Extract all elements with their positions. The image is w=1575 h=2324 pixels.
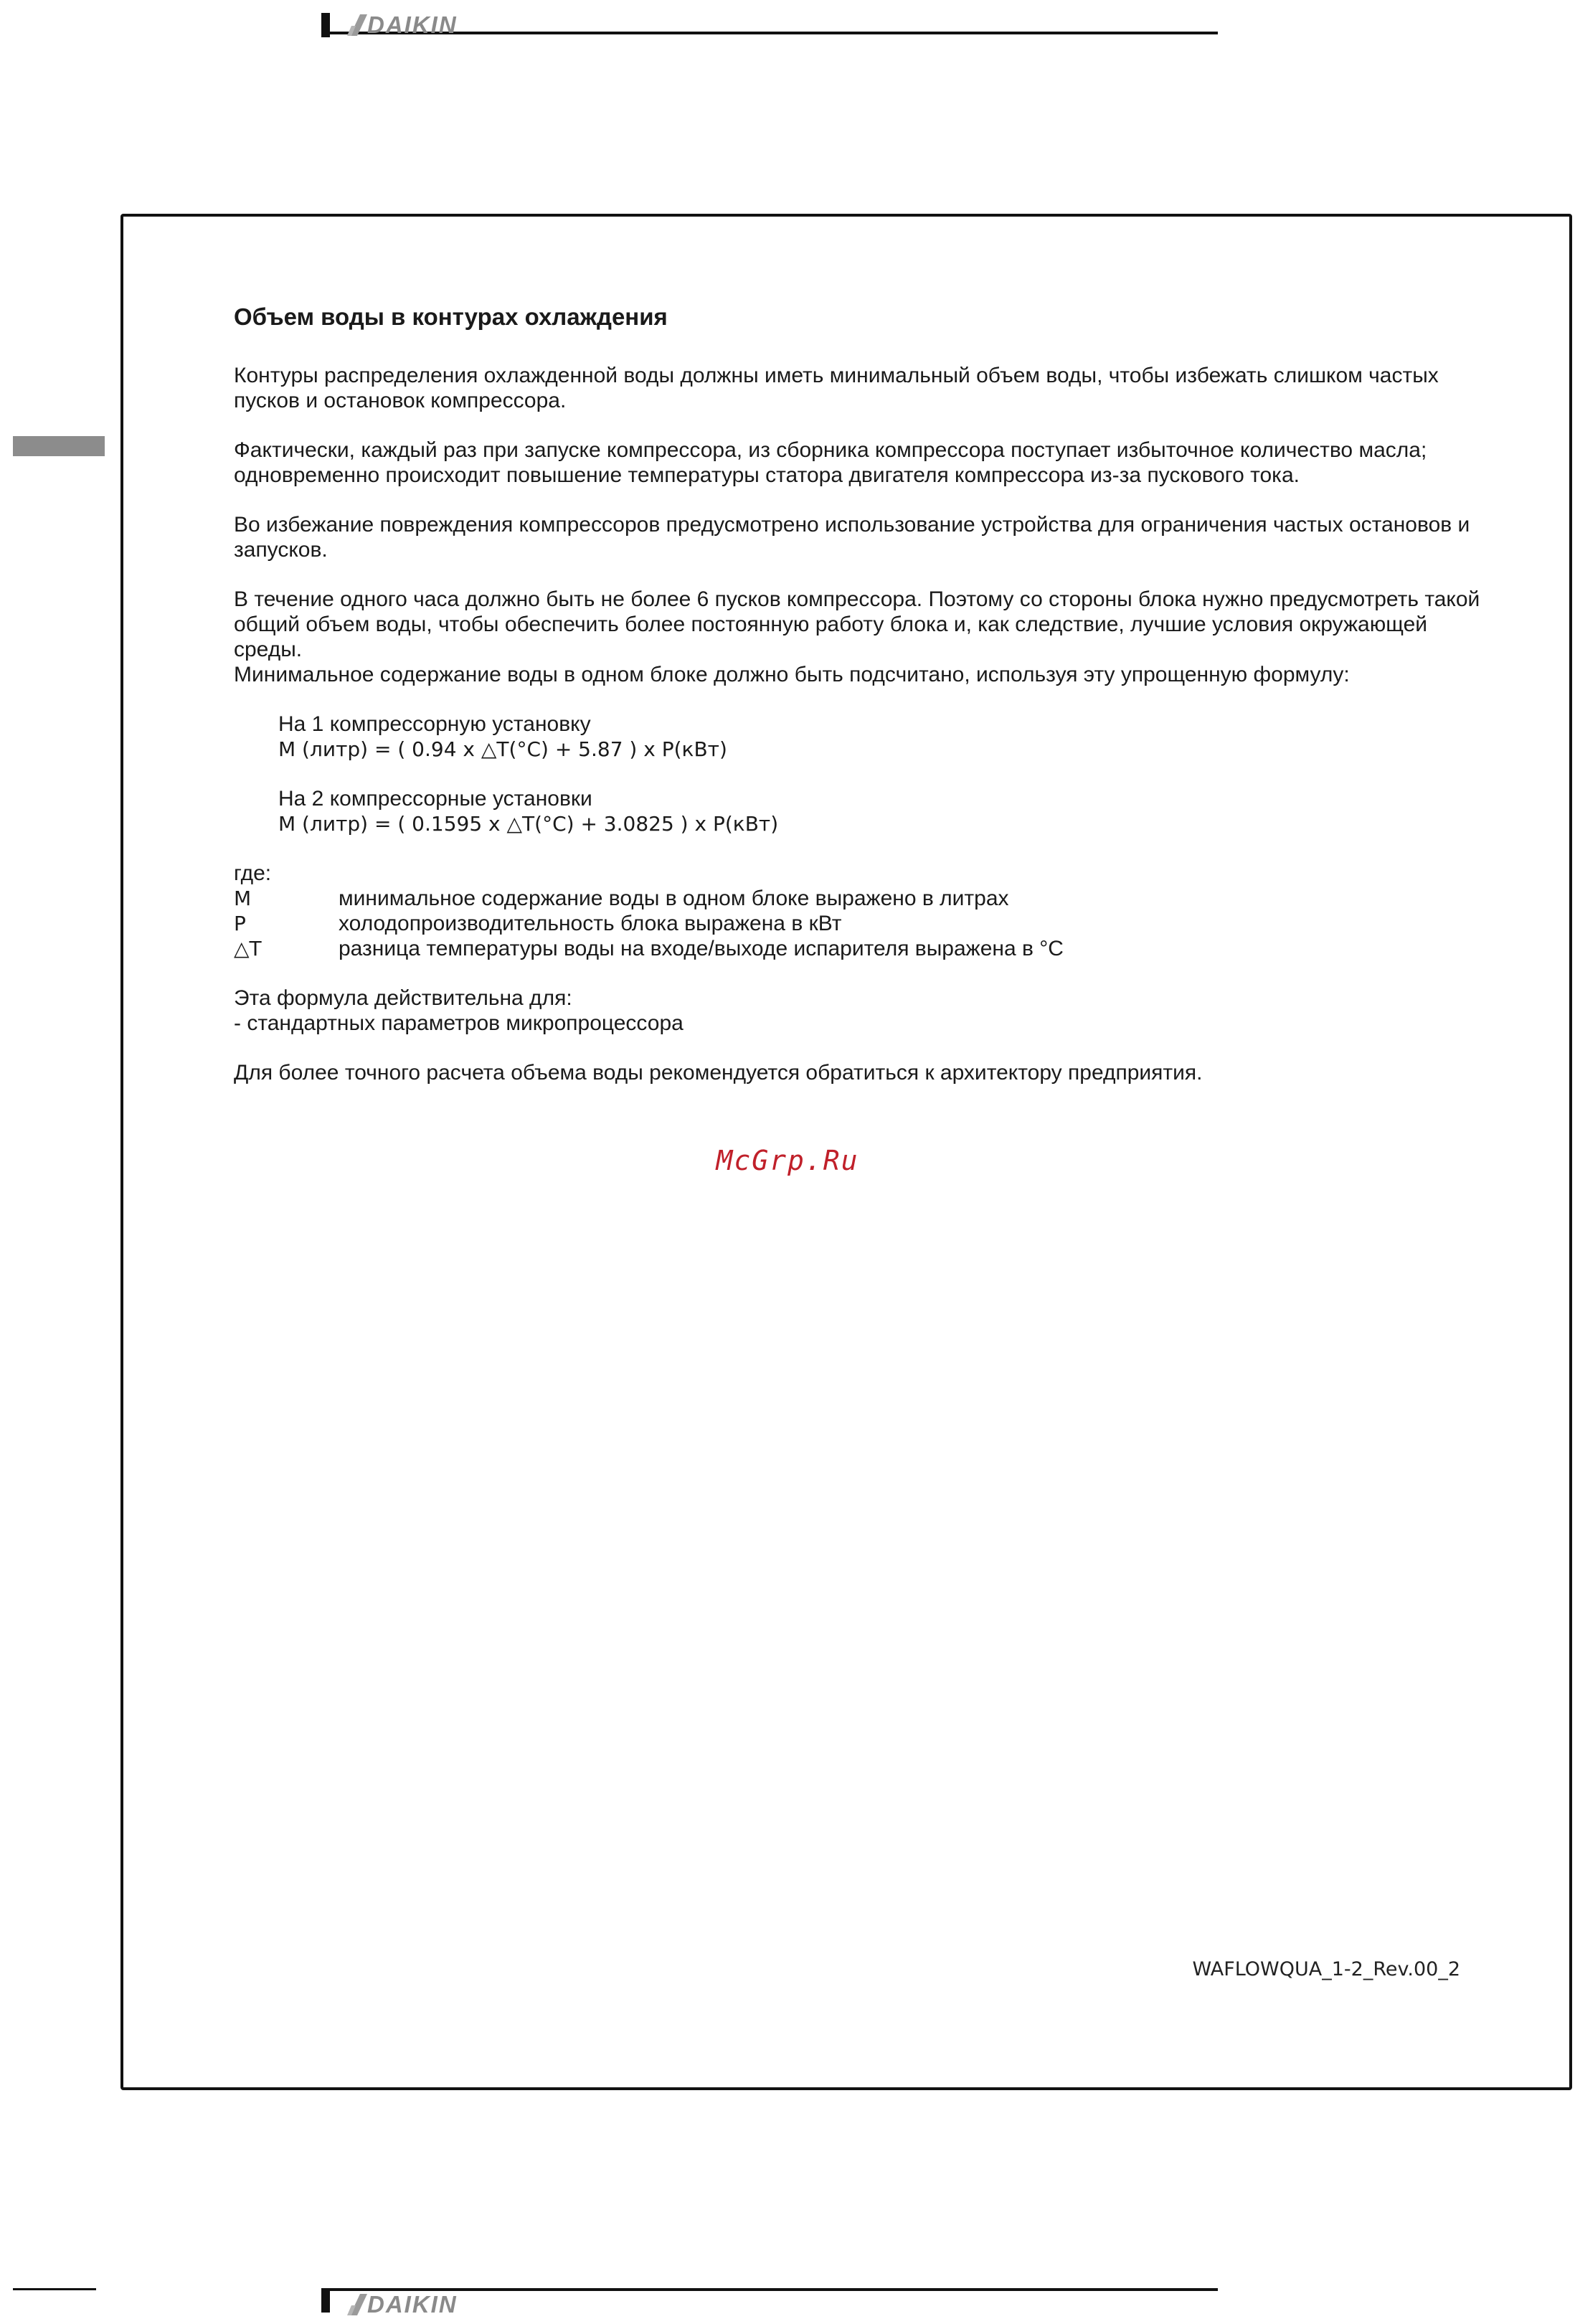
header-brand: DAIKIN [367,11,458,38]
formula-2-label: На 2 компрессорные установки [278,787,592,811]
paragraph-3: Во избежание повреждения компрессоров предусмотрено использование устройства для ограничения частых остановов и запусков. [234,513,1470,562]
definitions-list [234,861,1482,961]
header-logo-bar [321,9,1218,40]
footer-bar-stub [321,2288,330,2313]
definition-symbol: P [234,912,246,935]
footer-logo-bar [321,2281,1218,2318]
where-label: где: [234,861,272,885]
document-content [234,301,1482,1110]
footer-left-rule [13,2288,96,2290]
validity-label: Эта формула действительна для: [234,986,572,1010]
definition-row [234,886,1482,911]
page-title: Объем воды в контурах охлаждения [234,303,668,330]
paragraph-4: В течение одного часа должно быть не более 6 пусков компрессора. Поэтому со стороны блока нужно предусмотреть такой общий объем воды, чтобы обеспечить более постоянную работу блока и, как следствие, лучшие условия окружающей среды. [234,587,1480,661]
paragraph-2: Фактически, каждый раз при запуске компрессора, из сборника компрессора поступает избыточное количество масла; одновременно происходит повышение температуры статора двигателя компрессора из-за пускового тока. [234,438,1427,487]
definition-row [234,911,1482,936]
document-code: WAFLOWQUA_1-2_Rev.00_2 [1192,1958,1460,1980]
formula-1-expr: M (литр) = ( 0.94 x △T(°C) + 5.87 ) x P(кВт) [278,737,727,761]
validity-item: - стандартных параметров микропроцессора [234,1011,684,1035]
formula-2-expr: M (литр) = ( 0.1595 x △T(°C) + 3.0825 ) x P(кВт) [278,812,779,836]
paragraph-5: Минимальное содержание воды в одном блоке должно быть подсчитано, используя эту упрощенную формулу: [234,663,1350,686]
footer-brand: DAIKIN [367,2291,458,2318]
formula-block-1 [278,712,1482,762]
paragraph-4-group [234,587,1482,687]
watermark-text: McGrp.Ru [716,1145,859,1176]
definition-text: минимальное содержание воды в одном блоке выражено в литрах [339,887,1009,910]
definition-text: холодопроизводительность блока выражена в кВт [339,912,842,935]
definition-symbol: △T [234,937,262,960]
formula-1-label: На 1 компрессорную установку [278,712,591,736]
formula-block-2 [278,786,1482,836]
definition-row [234,936,1482,961]
side-tab-marker [13,436,105,456]
validity-block [234,986,1482,1036]
definition-text: разница температуры воды на входе/выходе испарителя выражена в °C [339,937,1064,960]
closing-paragraph: Для более точного расчета объема воды рекомендуется обратиться к архитектору предприятия. [234,1061,1203,1085]
paragraph-1: Контуры распределения охлажденной воды должны иметь минимальный объем воды, чтобы избежать слишком частых пусков и остановок компрессора. [234,364,1439,412]
definition-symbol: M [234,887,252,910]
